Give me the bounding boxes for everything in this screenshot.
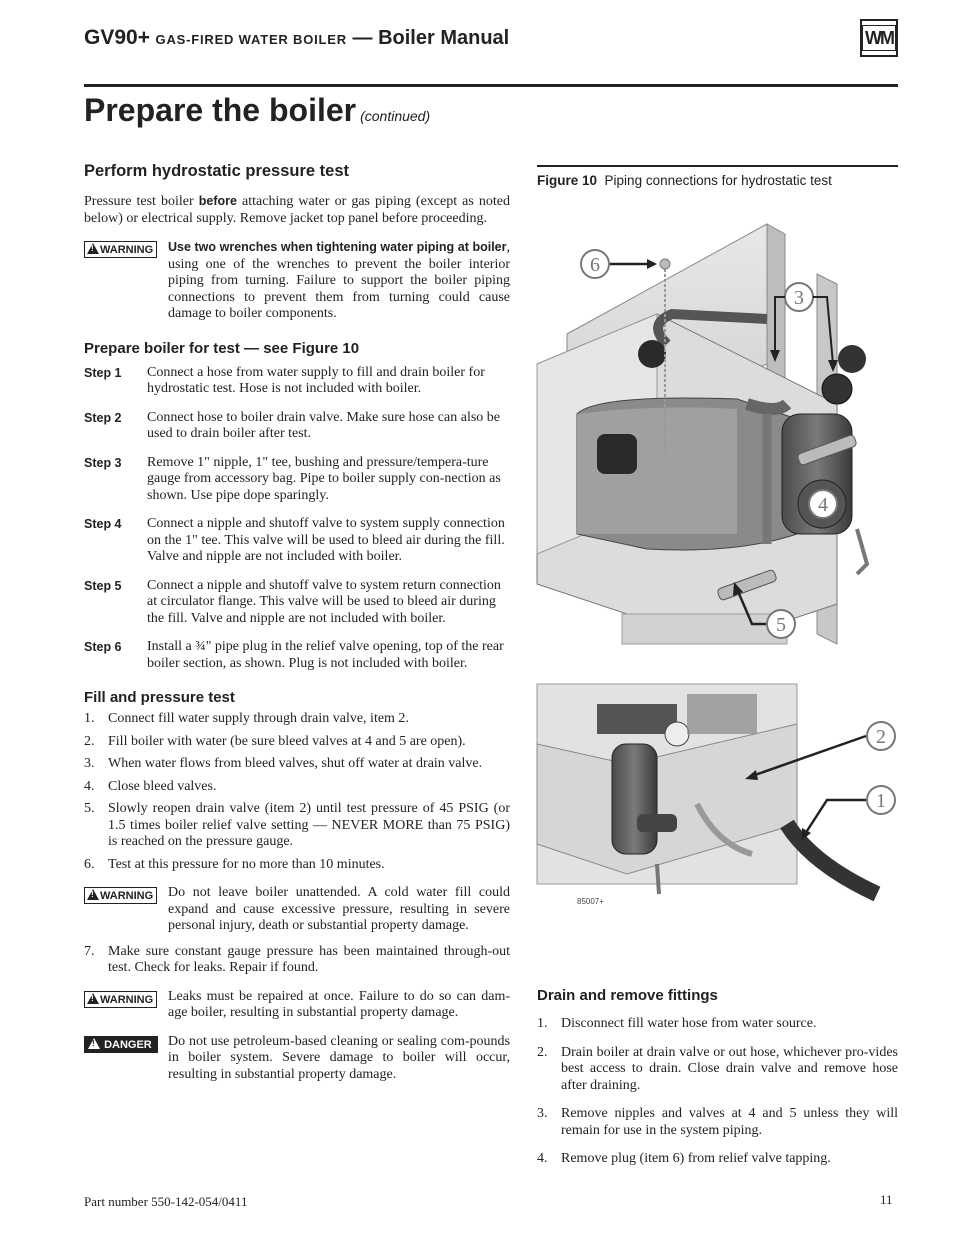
list-text: Test at this pressure for no more than 10 minutes. bbox=[108, 856, 385, 872]
list-item bbox=[537, 1045, 898, 1095]
figure-callout-1 bbox=[801, 786, 895, 841]
figure-caption bbox=[537, 173, 898, 188]
list-text: Slowly reopen drain valve (item 2) until test pressure of 45 PSIG (or 1.5 times boiler relief valve setting — NEVER MORE than 75 PSIG) is reached on the pressure gauge. bbox=[108, 801, 510, 849]
step-item bbox=[84, 455, 510, 505]
hydro-intro-pre: Pressure test boiler bbox=[84, 194, 194, 209]
step-label: Step 6 bbox=[84, 640, 122, 654]
step-text: Connect a nipple and shutoff valve to system return connection at circulator flange. This valve will be used to bleed air during the fill. Valve and nipple are not included with boiler. bbox=[147, 577, 501, 626]
step-text: Connect hose to boiler drain valve. Make sure hose can also be used to drain boiler after test. bbox=[147, 409, 501, 441]
danger-text: Do not use petroleum-based cleaning or sealing com-pounds in boiler system. Severe damage to boiler will occur, resulting in substantial property damage. bbox=[168, 1033, 510, 1082]
figure-label: Figure 10 bbox=[537, 173, 598, 188]
danger-callout bbox=[84, 1034, 510, 1084]
step-item bbox=[84, 639, 510, 672]
step-text: Remove 1" nipple, 1" tee, bushing and pressure/tempera-ture gauge from accessory bag. Pipe to boiler supply con-nection as shown. Use pipe dope sparingly. bbox=[147, 454, 501, 503]
list-number: 2. bbox=[84, 733, 95, 749]
warning-callout-wrenches bbox=[84, 239, 510, 323]
list-number: 5. bbox=[84, 801, 95, 816]
fill-heading: Fill and pressure test bbox=[84, 689, 235, 706]
warning-callout-unattended bbox=[84, 885, 510, 935]
warning-text bbox=[168, 239, 510, 323]
page-title-text: Prepare the boiler bbox=[84, 92, 357, 128]
list-number: 2. bbox=[537, 1044, 548, 1060]
list-number: 4. bbox=[537, 1151, 548, 1166]
header-subtitle: GAS-FIRED WATER BOILER bbox=[155, 32, 347, 47]
step-item bbox=[84, 516, 510, 566]
figure-caption-text: Piping connections for hydrostatic test bbox=[604, 173, 832, 188]
warning-badge bbox=[84, 241, 157, 258]
list-text: Make sure constant gauge pressure has been maintained through-out test. Check for leaks. Repair if found. bbox=[108, 943, 510, 975]
warning-triangle-icon bbox=[87, 889, 99, 900]
list-number: 3. bbox=[537, 1106, 548, 1121]
list-item bbox=[84, 944, 510, 977]
callout-number: 6 bbox=[590, 254, 600, 276]
drain-heading: Drain and remove fittings bbox=[537, 987, 718, 1004]
step-label: Step 4 bbox=[84, 517, 122, 531]
step-label: Step 2 bbox=[84, 410, 122, 425]
list-text: Drain boiler at drain valve or out hose, whichever pro-vides best access to drain. Close drain valve and remove hose after draining. bbox=[561, 1044, 898, 1093]
step-item bbox=[84, 410, 510, 443]
drain-section bbox=[537, 987, 898, 1168]
warning-badge bbox=[84, 887, 157, 904]
list-number: 7. bbox=[84, 943, 95, 959]
page-number: 11 bbox=[880, 1192, 893, 1207]
page-header bbox=[84, 22, 898, 82]
figure-callout-6 bbox=[581, 250, 657, 278]
hydro-intro bbox=[84, 193, 510, 227]
hydro-heading: Perform hydrostatic pressure test bbox=[84, 162, 350, 180]
list-number: 1. bbox=[537, 1016, 548, 1031]
hydro-intro-post: attaching water or gas piping (except as noted below) or electrical supply. Remove jacket top panel before proceeding. bbox=[84, 194, 511, 226]
fill-list bbox=[84, 711, 510, 873]
page-title bbox=[84, 92, 430, 129]
part-number: Part number 550-142-054/0411 bbox=[84, 1194, 248, 1209]
step-text: Connect a nipple and shutoff valve to system supply connection on the 1" tee. This valve will be used to bleed air during the fill. Valve and nipple are not included with boiler. bbox=[147, 516, 505, 564]
callout-number: 3 bbox=[794, 287, 804, 309]
warning-triangle-icon bbox=[87, 243, 99, 254]
figure-rule bbox=[537, 165, 898, 167]
list-text: When water flows from bleed valves, shut off water at drain valve. bbox=[108, 756, 483, 771]
step-list bbox=[84, 365, 510, 673]
danger-badge-label: DANGER bbox=[104, 1038, 152, 1051]
list-number: 1. bbox=[84, 711, 95, 726]
prepare-heading: Prepare boiler for test — see Figure 10 bbox=[84, 339, 360, 357]
list-number: 4. bbox=[84, 778, 95, 794]
list-text: Disconnect fill water hose from water source. bbox=[561, 1016, 817, 1031]
list-text: Fill boiler with water (be sure bleed valves at 4 and 5 are open). bbox=[108, 733, 466, 749]
list-item bbox=[84, 801, 510, 851]
step-item bbox=[84, 365, 510, 398]
step-label: Step 5 bbox=[84, 578, 122, 593]
warning-badge-label: WARNING bbox=[100, 993, 154, 1006]
warning-badge-label: WARNING bbox=[100, 244, 154, 256]
boiler-illustration-top bbox=[537, 224, 867, 644]
list-text: Remove nipples and valves at 4 and 5 unless they will remain for use in the system piping. bbox=[561, 1106, 898, 1138]
list-item bbox=[84, 734, 510, 751]
right-column bbox=[537, 165, 898, 1166]
callout-number: 5 bbox=[776, 614, 786, 636]
danger-badge bbox=[84, 1036, 158, 1053]
boiler-figure bbox=[537, 204, 898, 906]
manual-name: Boiler Manual bbox=[378, 27, 510, 49]
list-number: 3. bbox=[84, 756, 95, 771]
list-item bbox=[537, 1151, 898, 1168]
list-text: Remove plug (item 6) from relief valve tapping. bbox=[561, 1151, 831, 1166]
header-rule bbox=[84, 84, 898, 87]
list-item bbox=[84, 779, 510, 796]
warning-bold: Use two wrenches when tightening water piping at boiler bbox=[168, 240, 507, 254]
step-label: Step 3 bbox=[84, 455, 122, 470]
warning-triangle-icon bbox=[87, 993, 99, 1004]
list-text: Connect fill water supply through drain valve, item 2. bbox=[108, 711, 409, 726]
warning-body: , using one of the wrenches to prevent the boiler interior piping from turning. Failure to support the boiler piping connections to prevent them from turning could cause damage to boiler components. bbox=[168, 240, 510, 321]
step-label: Step 1 bbox=[84, 365, 122, 380]
list-item bbox=[84, 857, 510, 874]
step-item bbox=[84, 578, 510, 628]
list-item bbox=[537, 1106, 898, 1139]
list-text: Close bleed valves. bbox=[108, 778, 217, 794]
danger-triangle-icon bbox=[88, 1038, 100, 1049]
figure-code: 85007+ bbox=[577, 897, 604, 906]
left-column bbox=[84, 162, 510, 1083]
page-title-sub: (continued) bbox=[360, 108, 431, 124]
step-text: Connect a hose from water supply to fill and drain boiler for hydrostatic test. Hose is not included with boiler. bbox=[147, 364, 485, 396]
warning-text: Leaks must be repaired at once. Failure to do so can dam-age boiler, resulting in substantial property damage. bbox=[168, 988, 510, 1020]
boiler-illustration-bottom bbox=[537, 684, 877, 894]
list-item bbox=[537, 1016, 898, 1033]
warning-badge-label: WARNING bbox=[100, 890, 154, 902]
brand-logo bbox=[860, 19, 898, 57]
hydro-intro-bold: before bbox=[198, 194, 237, 208]
logo-text: WM bbox=[862, 25, 896, 51]
model-name: GV90+ bbox=[84, 26, 150, 49]
step-text: Install a ¾" pipe plug in the relief valve opening, top of the rear boiler section, as shown. Plug is not included with boiler. bbox=[147, 639, 504, 671]
header-dash: — bbox=[352, 27, 373, 49]
warning-badge bbox=[84, 991, 157, 1008]
list-item bbox=[84, 756, 510, 773]
callout-number: 2 bbox=[876, 726, 886, 748]
figure-callout-4 bbox=[809, 490, 837, 518]
warning-callout-leaks bbox=[84, 989, 510, 1022]
warning-text: Do not leave boiler unattended. A cold water fill could expand and cause excessive pressure, resulting in severe personal injury, death or substantial property damage. bbox=[168, 885, 510, 933]
callout-number: 4 bbox=[818, 494, 828, 516]
callout-number: 1 bbox=[876, 790, 886, 812]
list-item bbox=[84, 711, 510, 728]
list-number: 6. bbox=[84, 856, 95, 872]
header-title bbox=[84, 26, 509, 50]
